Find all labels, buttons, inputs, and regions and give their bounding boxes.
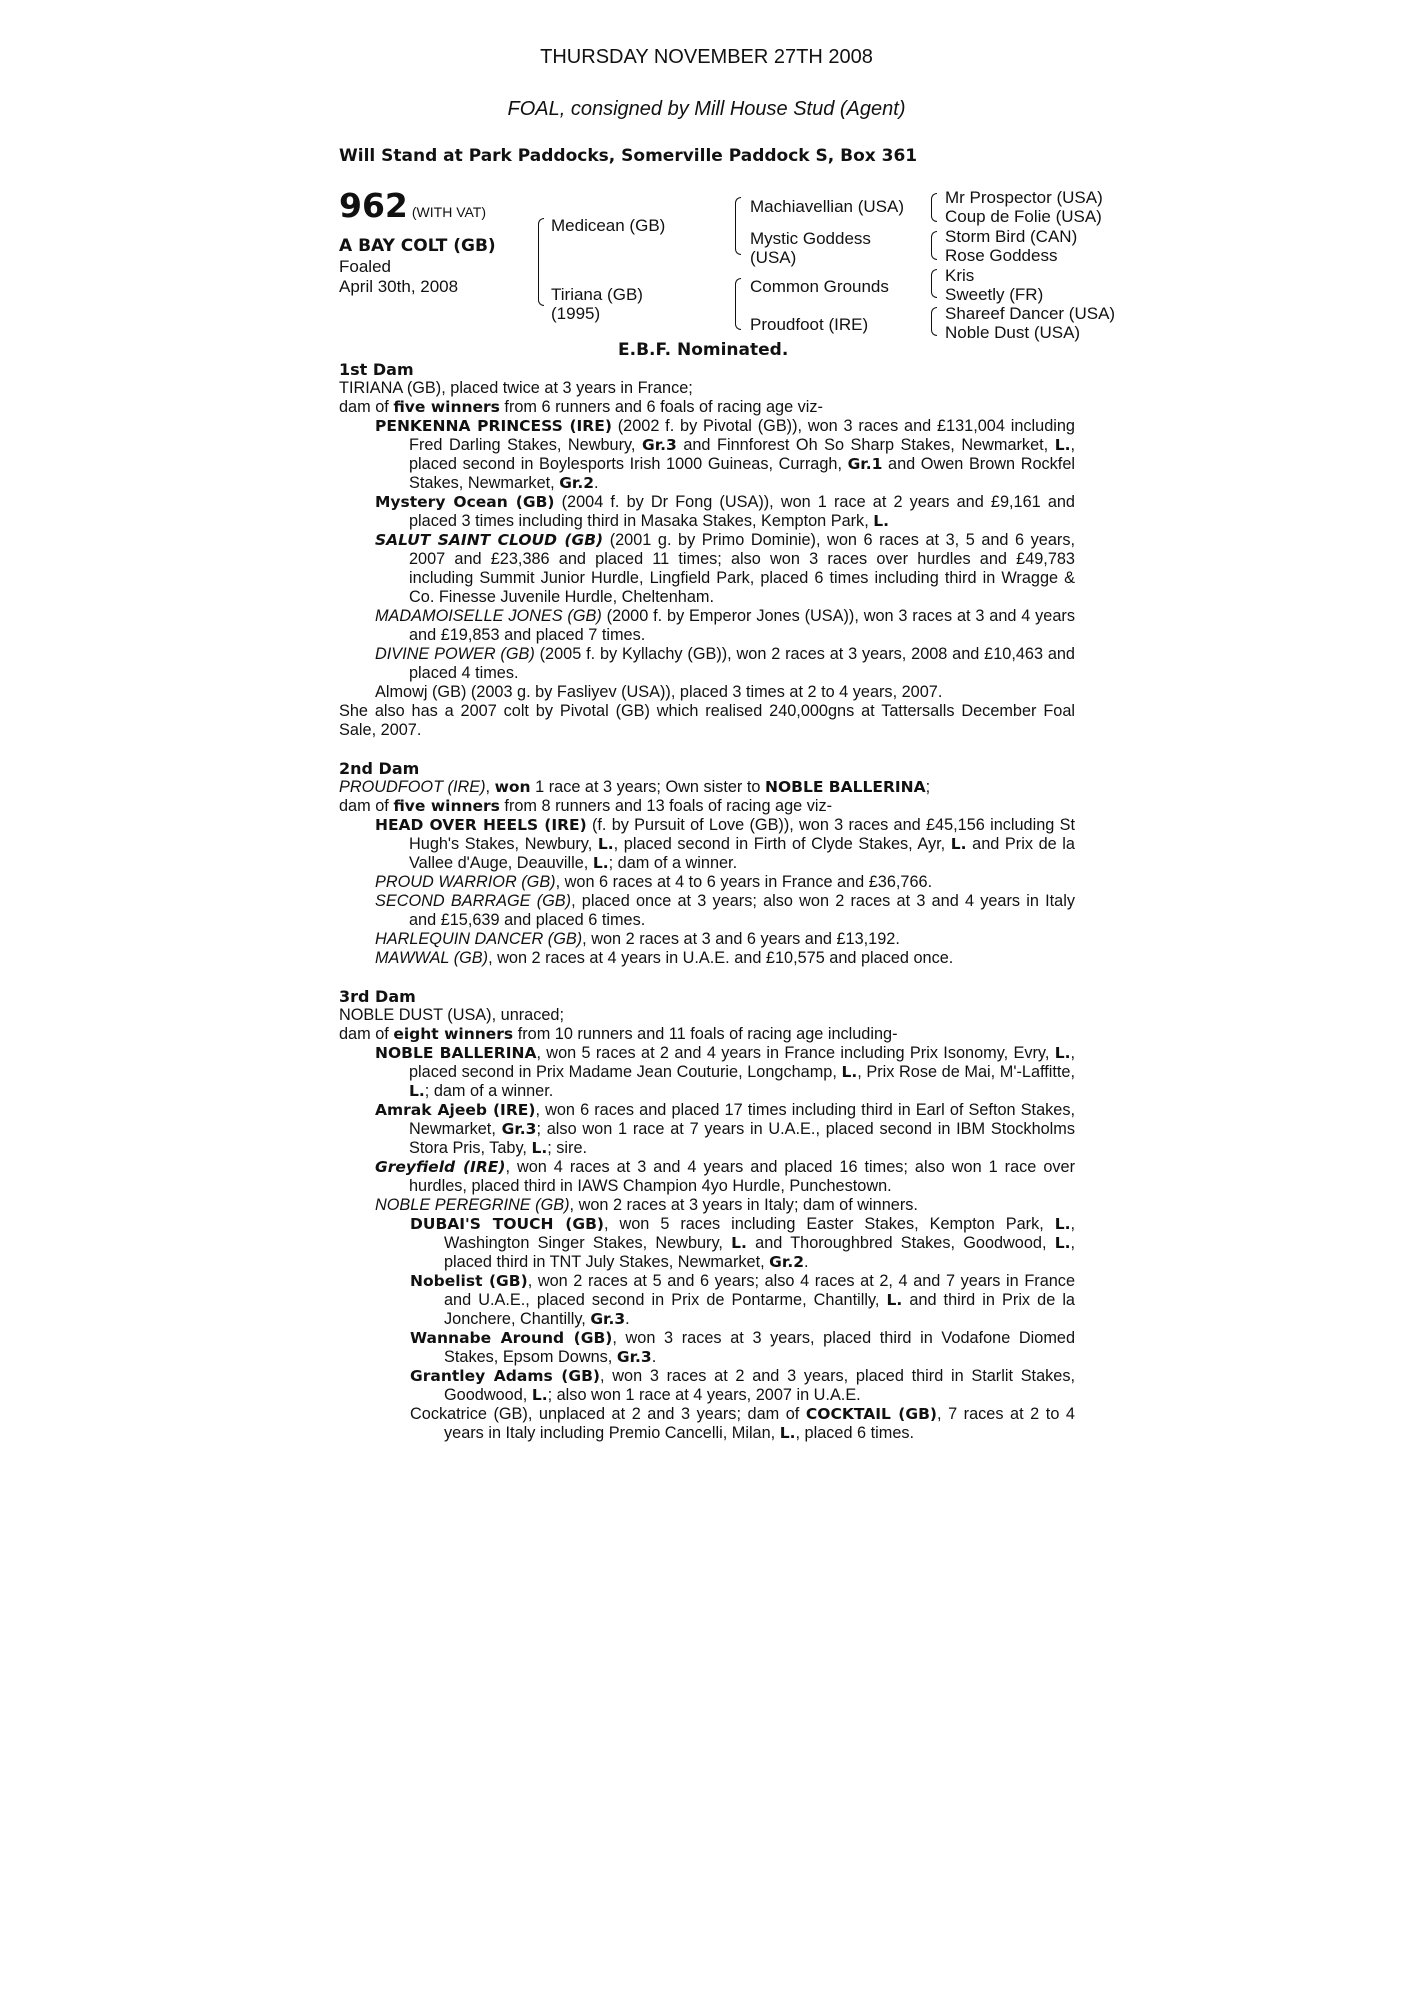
first-dam-winners: dam of five winners from 6 runners and 6 foals of racing age viz- [339,398,823,416]
lot-number: 962 (WITH VAT) [339,186,487,225]
second-dam-winners: dam of five winners from 8 runners and 13 foals of racing age viz- [339,797,833,815]
second-dam-heading: 2nd Dam [339,759,420,778]
progeny-entry: SECOND BARRAGE (GB), placed once at 3 years; also won 2 races at 3 and 4 years in Italy and £15,639 and placed 6 times. [375,892,1075,929]
progeny-entry: DUBAI'S TOUCH (GB), won 5 races including Easter Stakes, Kempton Park, L., Washington Singer Stakes, Newbury, L. and Thoroughbred Stakes, Goodwood, L., placed third in TNT July Stakes, Newmarket, Gr.2. [410,1215,1076,1271]
progeny-entry: Cockatrice (GB), unplaced at 2 and 3 years; dam of COCKTAIL (GB), 7 races at 2 to 4 years in Italy including Premio Cancelli, Milan, L., placed 6 times. [410,1405,1075,1442]
consignment: FOAL, consigned by Mill House Stud (Agent) [507,98,906,120]
ped-g3: Storm Bird (CAN) [945,227,1078,246]
ped-g7: Shareef Dancer (USA) [945,304,1116,323]
ped-dam-dam: Proudfoot (IRE) [750,315,869,334]
progeny-entry: Wannabe Around (GB), won 3 races at 3 years, placed third in Vodafone Diomed Stakes, Epsom Downs, Gr.3. [410,1329,1075,1366]
second-dam-line: PROUDFOOT (IRE), won 1 race at 3 years; Own sister to NOBLE BALLERINA; [339,778,931,796]
progeny-entry: PROUD WARRIOR (GB), won 6 races at 4 to 6 years in France and £36,766. [375,873,933,891]
progeny-entry: NOBLE PEREGRINE (GB), won 2 races at 3 years in Italy; dam of winners. [375,1196,918,1214]
foaled-date: April 30th, 2008 [339,277,459,296]
first-dam-note: She also has a 2007 colt by Pivotal (GB) which realised 240,000gns at Tattersalls December Foal Sale, 2007. [339,702,1075,739]
stand-location: Will Stand at Park Paddocks, Somerville Paddock S, Box 361 [339,146,918,166]
ped-dam-sire: Common Grounds [750,277,889,296]
horse-description: A BAY COLT (GB) [339,236,496,256]
ped-dam: Tiriana (GB) (1995) [551,285,643,323]
brace-g12 [931,193,937,222]
progeny-entry: DIVINE POWER (GB) (2005 f. by Kyllachy (GB)), won 2 races at 3 years, 2008 and £10,463 and placed 4 times. [375,645,1075,682]
progeny-entry: Greyfield (IRE), won 4 races at 3 and 4 years and placed 16 times; also won 1 race over hurdles, placed third in IAWS Champion 4yo Hurdle, Punchestown. [375,1158,1075,1195]
vat-note: (WITH VAT) [411,204,487,220]
ped-g4: Rose Goddess [945,246,1058,265]
sale-date: THURSDAY NOVEMBER 27TH 2008 [540,46,873,68]
ped-sire: Medicean (GB) [551,216,666,235]
progeny-entry: Mystery Ocean (GB) (2004 f. by Dr Fong (USA)), won 1 race at 2 years and £9,161 and placed 3 times including third in Masaka Stakes, Kempton Park, L. [375,493,1075,530]
progeny-entry: HEAD OVER HEELS (IRE) (f. by Pursuit of Love (GB)), won 3 races and £45,156 including St Hugh's Stakes, Newbury, L., placed second in Firth of Clyde Stakes, Ayr, L. and Prix de la Vallee d'Auge, Deauville, L.; dam of a winner. [375,816,1075,872]
brace-g78 [931,307,937,336]
progeny-entry: Grantley Adams (GB), won 3 races at 2 and 3 years, placed third in Starlit Stakes, Goodwood, L.; also won 1 race at 4 years, 2007 in U.A.E. [410,1367,1075,1404]
third-dam-winners: dam of eight winners from 10 runners and 11 foals of racing age including- [339,1025,898,1043]
catalogue-body [339,360,1075,1443]
brace-dam-parents [735,278,741,330]
foaled-info [339,257,458,297]
third-dam-line: NOBLE DUST (USA), unraced; [339,1006,564,1024]
progeny-entry: Amrak Ajeeb (IRE), won 6 races and placed 17 times including third in Earl of Sefton Stakes, Newmarket, Gr.3; also won 1 race at 7 years in U.A.E., placed second in IBM Stockholms Stora Pris, Taby, L.; sire. [375,1101,1075,1157]
brace-g34 [931,231,937,260]
ped-g6: Sweetly (FR) [945,285,1044,304]
brace-sire-dam [538,218,544,306]
progeny-entry: SALUT SAINT CLOUD (GB) (2001 g. by Primo Dominie), won 6 races at 3, 5 and 6 years, 2007 and £23,386 and placed 11 times; also won 3 races over hurdles and £49,783 including Summit Junior Hurdle, Lingfield Park, placed 6 times including third in Wragge & Co. Finesse Juvenile Hurdle, Cheltenham. [375,531,1075,606]
progeny-entry: HARLEQUIN DANCER (GB), won 2 races at 3 and 6 years and £13,192. [375,930,900,948]
progeny-entry: Nobelist (GB), won 2 races at 5 and 6 years; also 4 races at 2, 4 and 7 years in France and U.A.E., placed second in Prix de Pontarme, Chantilly, L. and third in Prix de la Jonchere, Chantilly, Gr.3. [410,1272,1076,1328]
first-dam-line: TIRIANA (GB), placed twice at 3 years in France; [339,379,693,397]
progeny-entry: PENKENNA PRINCESS (IRE) (2002 f. by Pivotal (GB)), won 3 races and £131,004 including Fred Darling Stakes, Newbury, Gr.3 and Finnforest Oh So Sharp Stakes, Newmarket, L., placed second in Boylesports Irish 1000 Guineas, Curragh, Gr.1 and Owen Brown Rockfel Stakes, Newmarket, Gr.2. [375,417,1075,492]
ped-sire-dam: Mystic Goddess (USA) [750,229,871,267]
progeny-entry: MAWWAL (GB), won 2 races at 4 years in U.A.E. and £10,575 and placed once. [375,949,954,967]
ped-g8: Noble Dust (USA) [945,323,1081,342]
progeny-entry: MADAMOISELLE JONES (GB) (2000 f. by Emperor Jones (USA)), won 3 races at 3 and 4 years and £19,853 and placed 7 times. [375,607,1075,644]
ped-g5: Kris [945,266,975,285]
progeny-entry: NOBLE BALLERINA, won 5 races at 2 and 4 years in France including Prix Isonomy, Evry, L., placed second in Prix Madame Jean Couturie, Longchamp, L., Prix Rose de Mai, M'-Laffitte, L.; dam of a winner. [375,1044,1075,1100]
brace-g56 [931,269,937,298]
third-dam-heading: 3rd Dam [339,987,416,1006]
progeny-entry: Almowj (GB) (2003 g. by Fasliyev (USA)), placed 3 times at 2 to 4 years, 2007. [375,683,943,701]
ped-sire-sire: Machiavellian (USA) [750,197,904,216]
first-dam-heading: 1st Dam [339,360,414,379]
ped-g2: Coup de Folie (USA) [945,207,1102,226]
ebf-nominated: E.B.F. Nominated. [618,340,789,360]
foaled-label: Foaled [339,257,391,276]
ped-g1: Mr Prospector (USA) [945,188,1103,207]
brace-sire-parents [735,197,741,255]
